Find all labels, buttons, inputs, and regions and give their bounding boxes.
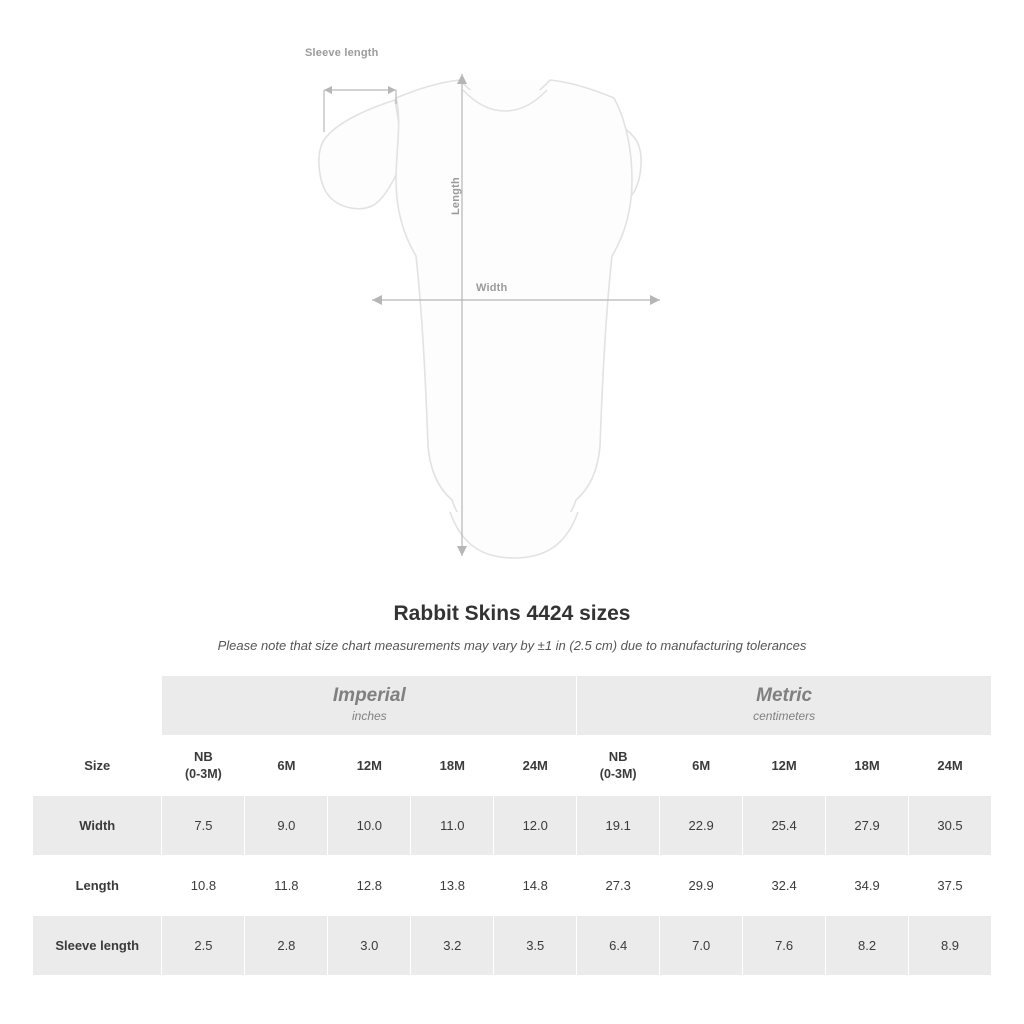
table-cell: 29.9 bbox=[660, 856, 743, 916]
column-header-label: 18M bbox=[439, 757, 465, 773]
table-cell: 3.2 bbox=[411, 916, 494, 976]
table-cell: 12.0 bbox=[494, 796, 577, 856]
column-header bbox=[328, 736, 411, 796]
table-cell: 8.9 bbox=[909, 916, 992, 976]
table-cell: 34.9 bbox=[826, 856, 909, 916]
table-cell: 7.0 bbox=[660, 916, 743, 976]
table-cell: 3.5 bbox=[494, 916, 577, 976]
table-cell: 10.0 bbox=[328, 796, 411, 856]
row-label: Sleeve length bbox=[33, 916, 162, 976]
column-header bbox=[245, 736, 328, 796]
table-cell: 37.5 bbox=[909, 856, 992, 916]
corner-cell bbox=[33, 676, 162, 736]
length-annotation: Length bbox=[450, 177, 462, 215]
table-cell: 7.5 bbox=[162, 796, 245, 856]
unit-group-metric-sub: centimeters bbox=[753, 708, 816, 723]
page-title: Rabbit Skins 4424 sizes bbox=[393, 602, 631, 625]
table-cell: 8.2 bbox=[826, 916, 909, 976]
size-header-row bbox=[33, 736, 992, 796]
column-header bbox=[743, 736, 826, 796]
column-header-label: 12M bbox=[356, 757, 382, 773]
table-cell: 27.9 bbox=[826, 796, 909, 856]
column-header bbox=[411, 736, 494, 796]
column-header-label: 24M bbox=[522, 757, 548, 773]
table-cell: 3.0 bbox=[328, 916, 411, 976]
sleeve-length-annotation: Sleeve length bbox=[305, 47, 379, 59]
unit-group-imperial bbox=[162, 676, 577, 736]
table-cell: 2.8 bbox=[245, 916, 328, 976]
column-header bbox=[577, 736, 660, 796]
column-header bbox=[162, 736, 245, 796]
table-cell: 14.8 bbox=[494, 856, 577, 916]
table-cell: 11.0 bbox=[411, 796, 494, 856]
unit-group-metric-name: Metric bbox=[756, 684, 813, 706]
table-cell: 11.8 bbox=[245, 856, 328, 916]
table-cell: 2.5 bbox=[162, 916, 245, 976]
column-header-label: 24M bbox=[937, 757, 963, 773]
table-row bbox=[33, 796, 992, 856]
bodysuit-graphic bbox=[300, 60, 730, 560]
row-label: Length bbox=[33, 856, 162, 916]
table-cell: 32.4 bbox=[743, 856, 826, 916]
table-cell: 7.6 bbox=[743, 916, 826, 976]
width-annotation: Width bbox=[476, 282, 508, 294]
table-cell: 25.4 bbox=[743, 796, 826, 856]
tolerance-note: Please note that size chart measurements may vary by ±1 in (2.5 cm) due to manufacturing tolerances bbox=[217, 638, 807, 653]
column-header-sub: (0-3M) bbox=[185, 766, 222, 781]
table-cell: 6.4 bbox=[577, 916, 660, 976]
table-row bbox=[33, 916, 992, 976]
table-cell: 27.3 bbox=[577, 856, 660, 916]
column-header-label: 6M bbox=[692, 757, 711, 773]
table-cell: 10.8 bbox=[162, 856, 245, 916]
column-header-label: 18M bbox=[854, 757, 880, 773]
column-header bbox=[826, 736, 909, 796]
row-label: Width bbox=[33, 796, 162, 856]
column-header bbox=[660, 736, 743, 796]
column-header bbox=[909, 736, 992, 796]
size-chart-table bbox=[32, 675, 992, 976]
table-cell: 19.1 bbox=[577, 796, 660, 856]
table-cell: 13.8 bbox=[411, 856, 494, 916]
bodysuit-svg bbox=[300, 60, 730, 560]
size-chart-table-wrapper bbox=[32, 675, 992, 976]
unit-header-row bbox=[33, 676, 992, 736]
table-cell: 22.9 bbox=[660, 796, 743, 856]
column-header-sub: (0-3M) bbox=[599, 766, 637, 781]
unit-group-imperial-sub: inches bbox=[351, 708, 387, 723]
column-header bbox=[494, 736, 577, 796]
table-cell: 30.5 bbox=[909, 796, 992, 856]
column-header-label: NB bbox=[608, 749, 628, 765]
column-header-label: NB bbox=[194, 749, 213, 765]
column-header-label: 6M bbox=[277, 757, 296, 773]
unit-group-imperial-name: Imperial bbox=[332, 684, 406, 706]
size-header-label: Size bbox=[33, 736, 162, 796]
table-cell: 9.0 bbox=[245, 796, 328, 856]
unit-group-metric bbox=[577, 676, 992, 736]
column-header-label: 12M bbox=[771, 757, 797, 773]
title-block bbox=[0, 602, 1024, 653]
table-row bbox=[33, 856, 992, 916]
table-cell: 12.8 bbox=[328, 856, 411, 916]
